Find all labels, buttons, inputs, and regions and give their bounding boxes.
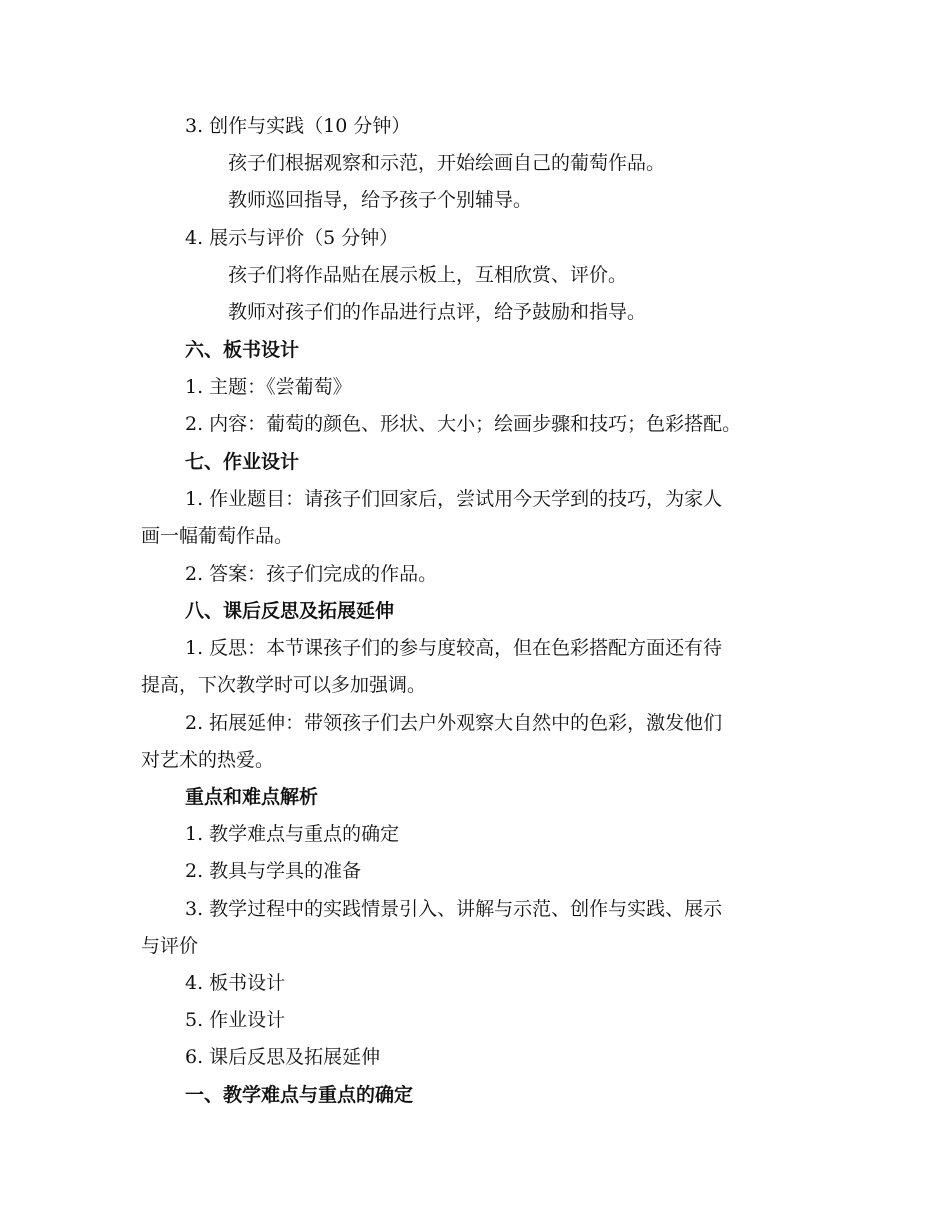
list-item-continuation: 画一幅葡萄作品。 [141,525,294,547]
list-item: 1. 反思：本节课孩子们的参与度较高，但在色彩搭配方面还有待 [185,637,723,659]
heading-board-design: 六、板书设计 [185,339,300,361]
list-item-continuation: 与评价 [141,935,199,957]
list-item: 1. 教学难点与重点的确定 [185,823,400,845]
list-item: 2. 拓展延伸：带领孩子们去户外观察大自然中的色彩，激发他们 [185,712,723,734]
paragraph: 孩子们根据观察和示范，开始绘画自己的葡萄作品。 [228,152,666,174]
heading-homework-design: 七、作业设计 [185,451,300,473]
list-item: 3. 教学过程中的实践情景引入、讲解与示范、创作与实践、展示 [185,898,723,920]
list-item: 1. 作业题目：请孩子们回家后，尝试用今天学到的技巧，为家人 [185,488,723,510]
list-item: 2. 答案：孩子们完成的作品。 [185,563,438,585]
heading-section-1: 一、教学难点与重点的确定 [185,1084,414,1106]
paragraph: 孩子们将作品贴在展示板上，互相欣赏、评价。 [228,264,628,286]
list-item: 5. 作业设计 [185,1009,286,1031]
paragraph: 教师对孩子们的作品进行点评，给予鼓励和指导。 [228,301,647,323]
list-item-continuation: 提高，下次教学时可以多加强调。 [141,674,427,696]
list-item-continuation: 对艺术的热爱。 [141,749,275,771]
list-item: 2. 内容：葡萄的颜色、形状、大小；绘画步骤和技巧；色彩搭配。 [185,413,742,435]
paragraph: 教师巡回指导，给予孩子个别辅导。 [228,189,533,211]
heading-key-points: 重点和难点解析 [185,786,319,808]
list-item: 1. 主题：《尝葡萄》 [185,376,352,398]
list-item: 4. 板书设计 [185,972,286,994]
section-4-title: 4. 展示与评价（5 分钟） [185,227,399,249]
section-3-title: 3. 创作与实践（10 分钟） [185,115,411,137]
list-item: 6. 课后反思及拓展延伸 [185,1046,381,1068]
heading-reflection: 八、课后反思及拓展延伸 [185,600,395,622]
list-item: 2. 教具与学具的准备 [185,860,362,882]
